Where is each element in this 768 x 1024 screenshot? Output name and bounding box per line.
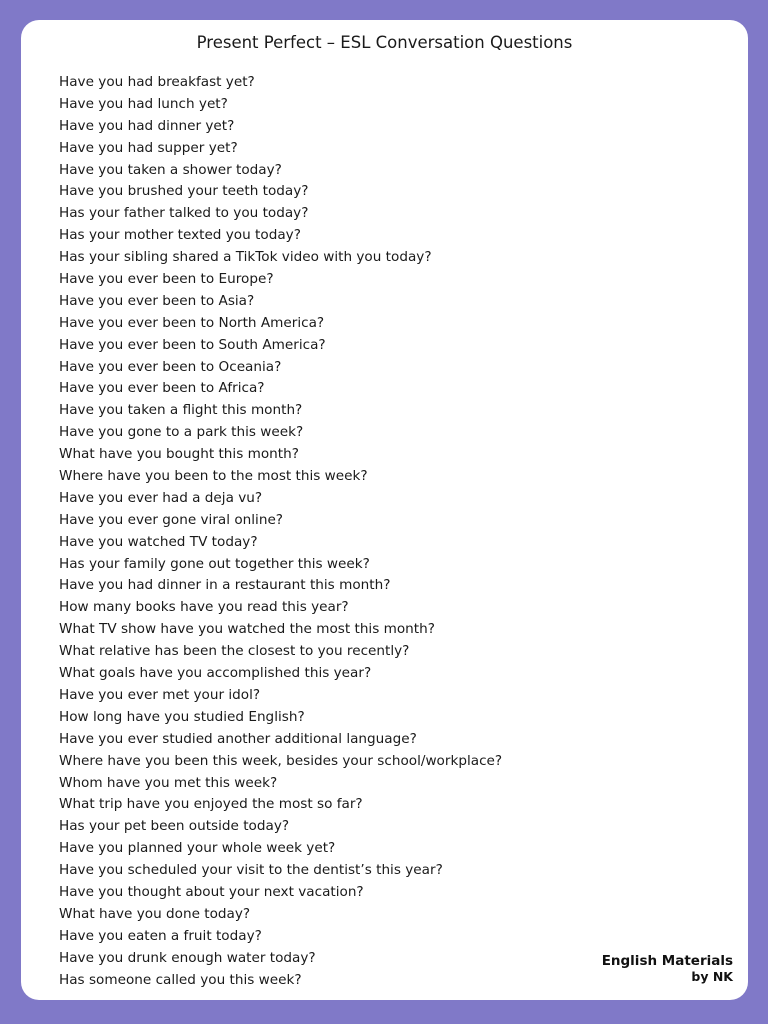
- question-item: How long have you studied English?: [59, 708, 305, 725]
- question-item: What trip have you enjoyed the most so far?: [59, 796, 363, 813]
- question-item: Have you ever gone viral online?: [59, 511, 284, 528]
- question-item: What relative has been the closest to you recently?: [59, 643, 410, 660]
- question-list: [59, 72, 502, 991]
- question-item: Have you ever been to Africa?: [59, 380, 265, 397]
- question-item: What have you done today?: [59, 905, 251, 922]
- question-item: Has your father talked to you today?: [59, 205, 309, 222]
- question-item: Have you ever been to Oceania?: [59, 358, 282, 375]
- question-item: Have you ever been to Europe?: [59, 271, 274, 288]
- question-item: Has your pet been outside today?: [59, 818, 290, 835]
- question-item: Has your mother texted you today?: [59, 227, 301, 244]
- question-item: Whom have you met this week?: [59, 774, 278, 791]
- question-item: Have you gone to a park this week?: [59, 424, 304, 441]
- question-item: Have you drunk enough water today?: [59, 949, 316, 966]
- question-item: Have you scheduled your visit to the dentist’s this year?: [59, 862, 443, 879]
- question-item: Have you had lunch yet?: [59, 95, 228, 112]
- question-item: Has someone called you this week?: [59, 971, 302, 988]
- question-item: Have you had supper yet?: [59, 139, 238, 156]
- question-item: What TV show have you watched the most this month?: [59, 621, 435, 638]
- question-item: Have you planned your whole week yet?: [59, 840, 336, 857]
- question-item: Have you thought about your next vacation?: [59, 883, 364, 900]
- question-item: How many books have you read this year?: [59, 599, 349, 616]
- worksheet-card: [21, 20, 748, 1000]
- question-item: Has your family gone out together this week?: [59, 555, 370, 572]
- question-item: Have you ever had a deja vu?: [59, 489, 263, 506]
- question-item: Have you taken a shower today?: [59, 161, 282, 178]
- brand-block: [602, 953, 733, 984]
- question-item: Have you ever studied another additional language?: [59, 730, 417, 747]
- question-item: Have you brushed your teeth today?: [59, 183, 309, 200]
- question-item: What have you bought this month?: [59, 446, 299, 463]
- question-item: What goals have you accomplished this year?: [59, 665, 372, 682]
- question-item: Has your sibling shared a TikTok video with you today?: [59, 249, 432, 266]
- question-item: Have you had dinner in a restaurant this month?: [59, 577, 391, 594]
- question-item: Have you had breakfast yet?: [59, 74, 255, 90]
- question-item: Have you watched TV today?: [59, 533, 258, 550]
- page-title: Present Perfect – ESL Conversation Questions: [196, 33, 573, 52]
- question-item: Have you had dinner yet?: [59, 117, 235, 134]
- brand-author: by NK: [691, 969, 733, 984]
- question-item: Have you ever been to Asia?: [59, 292, 255, 309]
- question-item: Where have you been to the most this week?: [59, 468, 368, 485]
- question-item: Have you ever met your idol?: [59, 686, 261, 703]
- question-item: Have you ever been to North America?: [59, 314, 325, 331]
- question-item: Have you ever been to South America?: [59, 336, 326, 353]
- question-item: Have you taken a flight this month?: [59, 402, 303, 419]
- question-item: Where have you been this week, besides your school/workplace?: [59, 752, 503, 769]
- brand-name: English Materials: [601, 953, 733, 969]
- question-item: Have you eaten a fruit today?: [59, 927, 262, 944]
